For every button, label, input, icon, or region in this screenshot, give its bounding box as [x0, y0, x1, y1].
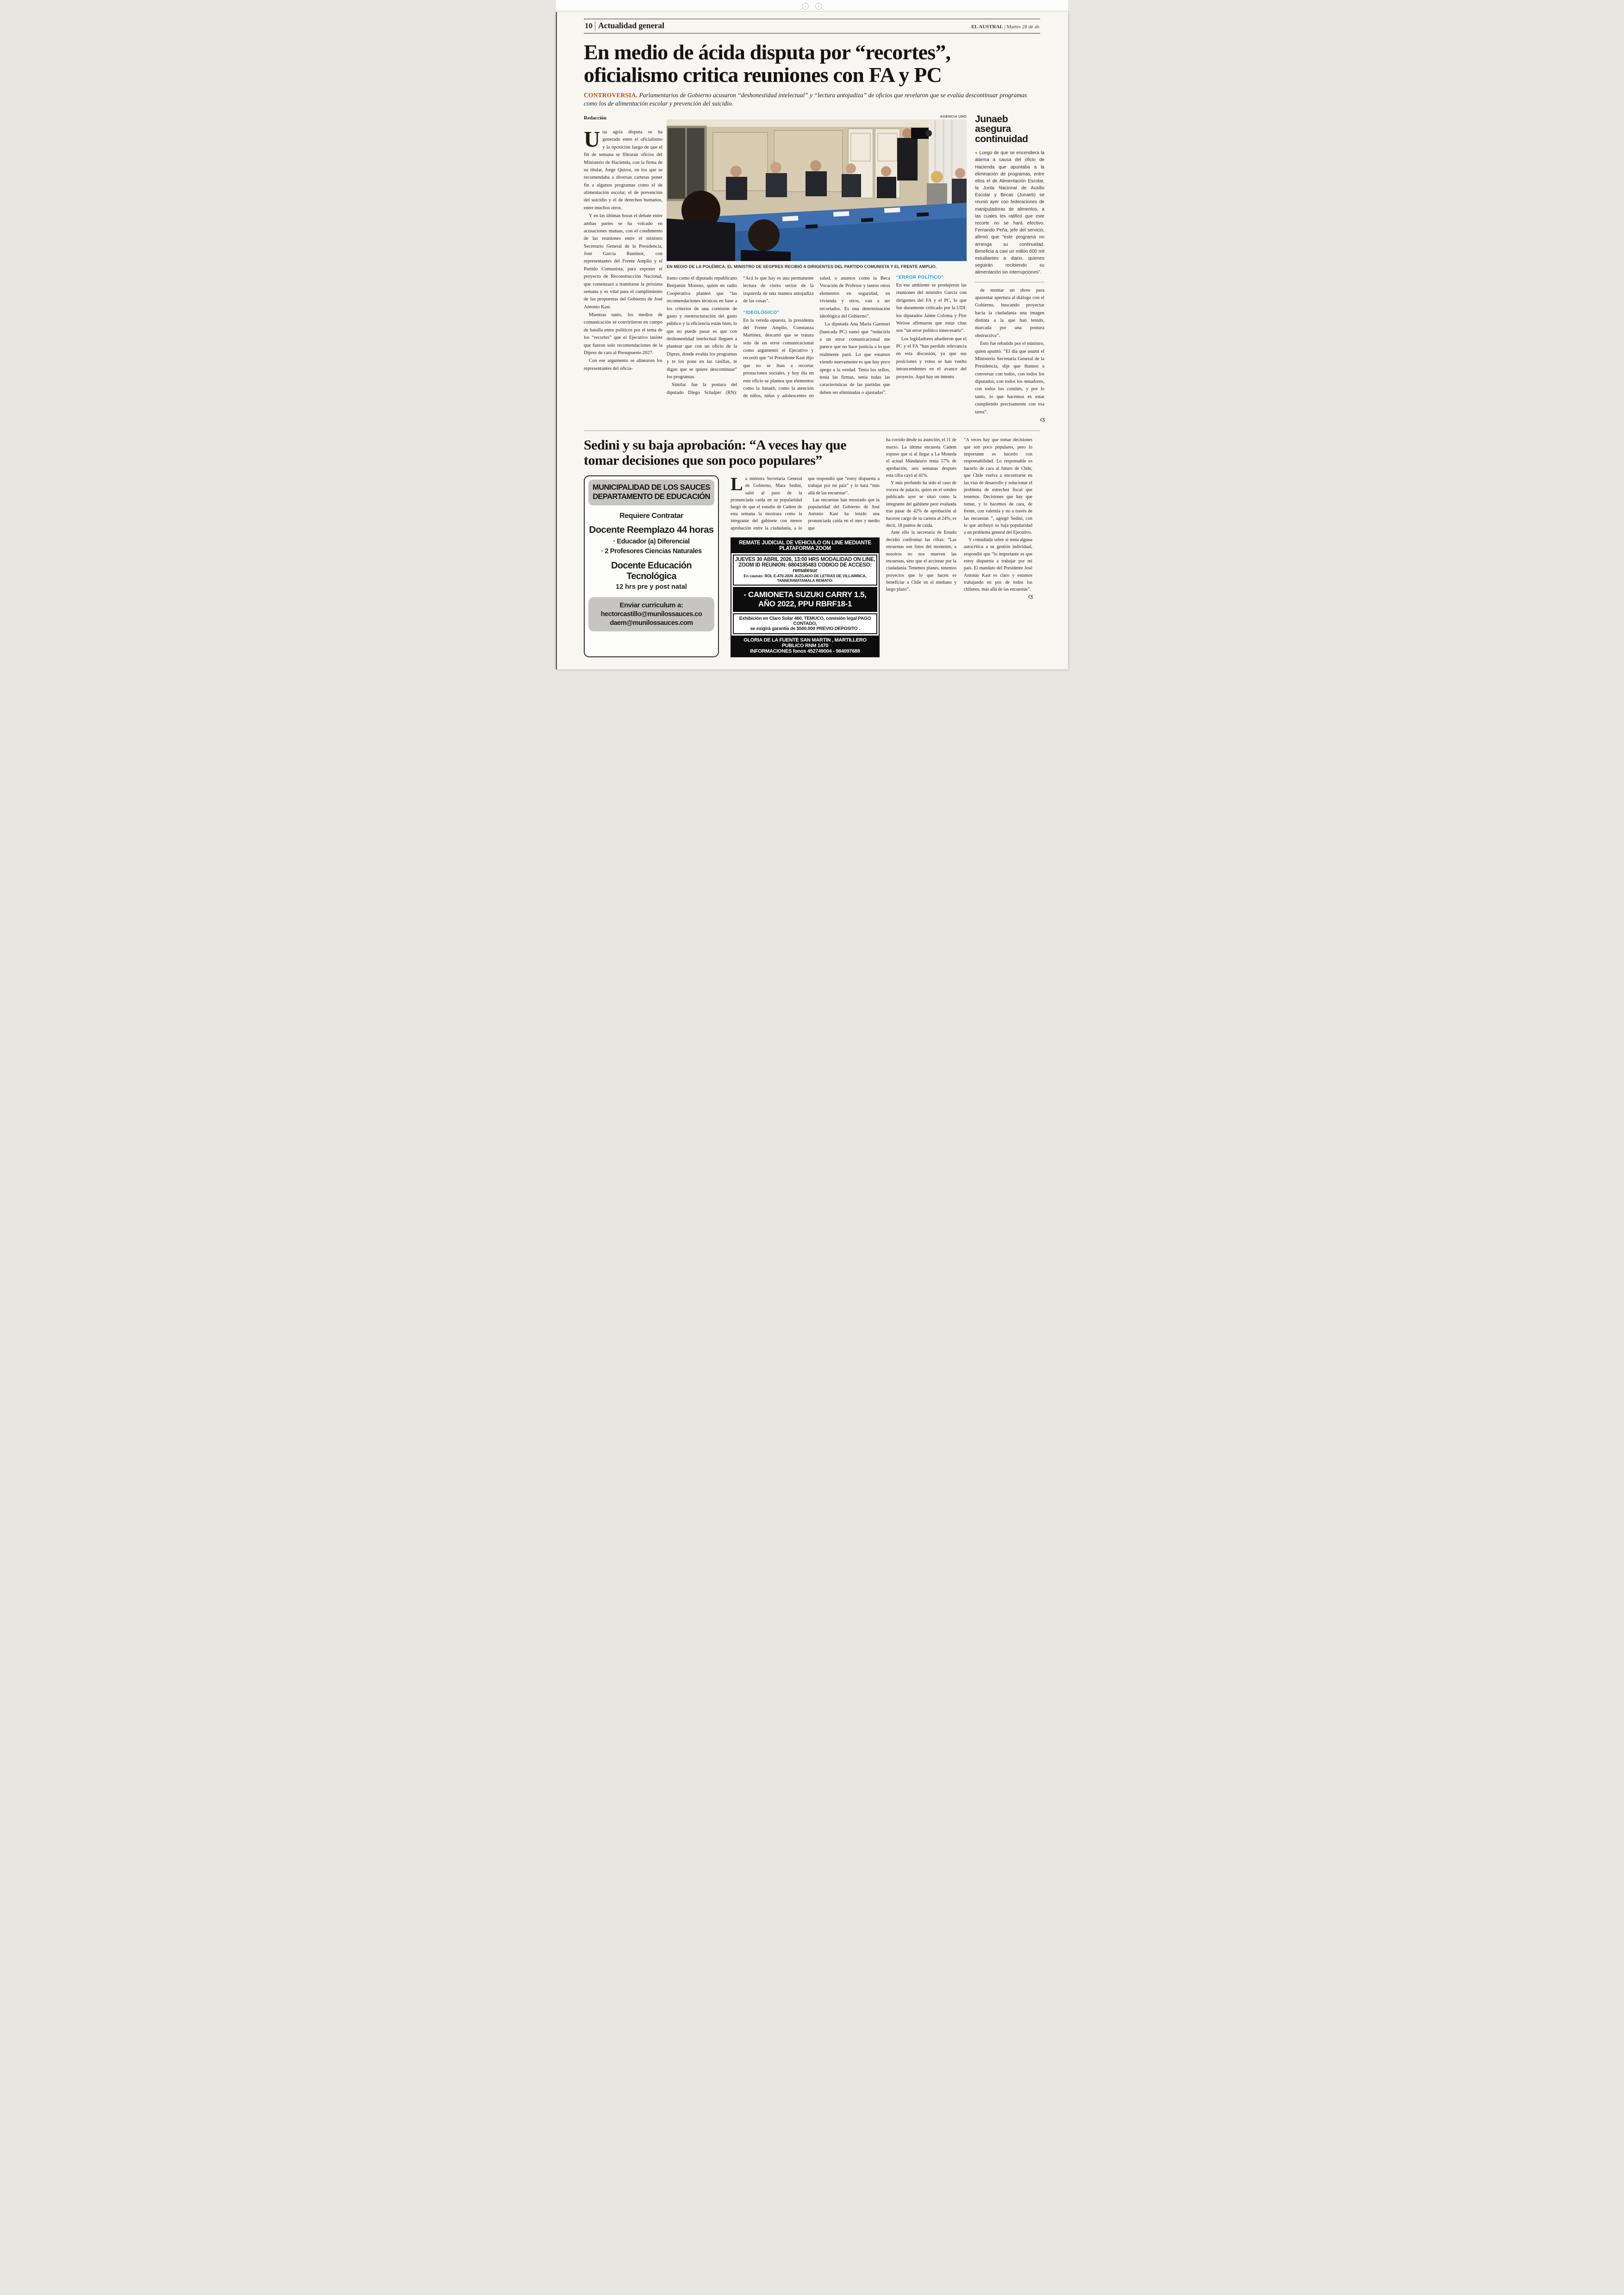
ad-bullet1: · Educador (a) Diferencial: [613, 537, 690, 545]
second-article-left: [584, 437, 880, 657]
lead-paragraph: Con ese argumento se alinearon los representantes del oficia-: [584, 358, 662, 371]
remate-ad: [731, 537, 880, 657]
remate-vehicle-line2: AÑO 2022, PPU RBRF18-1: [758, 599, 852, 608]
ad-email-1: hectorcastillo@munilossauces.co: [600, 610, 702, 618]
remate-exhibit-line1: Exhibición en Claro Solar 460, TEMUCO, comisión legal PAGO CONTADO,: [739, 616, 871, 626]
ad-job2-sub: 12 hrs pre y post natal: [616, 583, 687, 591]
page-header: [584, 19, 1040, 33]
remate-line1: JUEVES 30 ABRIL 2026, 13:00 HRS MODALIDAD ON LINE,: [735, 556, 875, 562]
lead-paragraph: En ese ambiente se produjeron las reuniones del ministro García con dirigentes del FA y el PC, lo que fue duramente criticado por la UDI: los diputados Jaime Coloma y Flor Weisse afirmaron que estas citas son “un error político innecesario”.: [896, 283, 967, 334]
viewer-toolbar: [556, 0, 1068, 12]
remate-exhibit-box: [733, 613, 877, 634]
second-article-row: [584, 475, 880, 657]
ad-send-label: Enviar curriculum a:: [619, 601, 683, 609]
article-divider-rule: [584, 430, 1040, 431]
second-body-two-columns: [731, 475, 880, 532]
municipal-ad: [584, 475, 719, 657]
sidebar-title: Junaeb asegura continuidad: [975, 113, 1028, 144]
second-paragraph: Y más profundo ha sido el caso de vocera de palacio, quien en el sondeo publicado ayer se situó como la integrante del gabinete peor evaluada tras pasar de 42% de aprobación al hacerse cargo de su cartera al 24%, es decir, 18 puntos de caída.: [886, 480, 956, 528]
remate-line2: ZOOM ID REUNION: 6804185483 CODIGO DE ACCESO: rematesur: [738, 562, 872, 574]
page-number: 10: [585, 21, 595, 31]
second-paragraph: ha corrido desde su asunción, el 11 de marzo. La última encuesta Cadem expuso que si al llegar a La Moneda el actual Mandatario tenía 57% de aprobación, seis semanas después esta cifra cayó al 41%.: [886, 437, 956, 479]
lead-paragraph: Una agria disputa se ha generado entre el oficialismo y la oposición luego de que el fin de semana se filtraran oficios del Ministerio de Hacienda, con la firma de su titular, Jorge Quiroz, en los que se recomendaba a diversas carteras poner fin a algunos programas como el de alimentación escolar, el de prevención del suicidio y el de derechos humanos, entre muchos otros.: [584, 126, 662, 211]
second-column-c: [886, 437, 956, 657]
kicker-label: CONTROVERSIA.: [584, 91, 638, 99]
edition-date: Martes 28 de ab: [1006, 24, 1039, 30]
end-of-article: [964, 593, 1032, 600]
lead-continuation-columns: [667, 275, 967, 400]
ad-job1: Docente Reemplazo 44 horas: [589, 524, 714, 535]
remate-vehicle-box: [733, 587, 877, 612]
lead-paragraph: lismo como el diputado republicano Benjamín Moreno, quien en radio Cooperativa planteó que “las recomendaciones técnicas en base a los criterios de una comisión de gasto y reestructuración del gasto público y la eficiencia están bien; lo que no puede pasar es que con deshonestidad intelectual lleguen a plantear que con un oficio de la Dipres, donde evalúa los programas y te los pone en las casillas, te digan que se quiere descontinuar” los programas.: [667, 276, 737, 380]
subhead-ideologico: “IDEOLÓGICO”: [743, 310, 780, 315]
masthead: EL AUSTRAL: [971, 24, 1003, 30]
remate-vehicle-line1: - CAMIONETA SUZUKI CARRY 1.5,: [743, 590, 867, 599]
lead-kicker: [584, 91, 1028, 108]
photo-caption: EN MEDIO DE LA POLÉMICA, EL MINISTRO DE SEGPRES RECIBIÓ A DIRIGENTES DEL PARTIDO COMUNISTA Y EL FRENTE AMPLIO.: [667, 264, 937, 269]
remate-footer: [731, 636, 879, 656]
end-of-article: [975, 417, 1044, 424]
lead-tail-column: [975, 287, 1044, 424]
lead-paragraph: de montar un show para aparentar apertura al diálogo con el Gobierno, buscando proyectar hacia la ciudadanía una imagen distinta a la que han tenido, marcada por una postura obstructiva”.: [975, 287, 1044, 338]
kicker-text: Parlamentarios de Gobierno acusaron “deshonestidad intelectual” y “lectura antojadiza” de oficios que revelaron que se evalúa descontinuar programas como los de alimentación escolar y prevención del suicidio.: [584, 91, 1027, 107]
sidebar-text: [975, 150, 1044, 276]
lead-photo-area: [667, 114, 967, 424]
second-headline: Sedini y su baja aprobación: “A veces hay que tomar decisiones que son poco populares”: [584, 437, 847, 468]
lead-paragraph: Esto fue rebatido por el ministro, quien apuntó: “El día que asumí el Ministerio Secretaría General de la Presidencia, dije que íbamos a conversar con todos, con todos los diputados, con todos los senadores, con todos los comités, y por lo tanto, lo que hacemos es estar cumpliendo precisamente con esa tarea”.: [975, 341, 1044, 415]
ad-requiere: Requiere Contratar: [619, 511, 683, 520]
ad-header-line2: DEPARTAMENTO DE EDUCACIÓN: [593, 493, 710, 501]
ad-header-line1: MUNICIPALIDAD DE LOS SAUCES: [593, 483, 710, 492]
ad-bullet2: · 2 Profesores Ciencias Naturales: [601, 547, 702, 555]
newspaper-page: [556, 12, 1068, 669]
remate-title: REMATE JUDICIAL DE VEHICULO ON LINE MEDIANTE PLATAFORMA ZOOM: [731, 538, 879, 553]
lead-paragraph: En la vereda opuesta, la presidenta del Frente Amplio, Constanza Martínez, descartó que se tratara solo de un error comunicacional como argumentó el Ejecutivo y recordó que “el Presidente Kast dijo que no se iban a recortar prestaciones sociales, y hoy día en este oficio se plantea que elementos como la Junaeb, como la atención de niños, niñas y adolescentes en salud, o asuntos como la Beca Vocación de Profesor y tantos otros elementos en seguridad, en vivienda y otros, van a ser recortados. Es una determinación ideológica del Gobierno”.: [743, 276, 890, 399]
ad-email-2: daem@munilossauces.com: [610, 619, 693, 627]
second-column-d: [964, 437, 1032, 657]
lead-paragraph: Similar fue la postura del diputado Diego Schalper (RN): “Acá lo que hay es una permanente lectura de cierto sector de la izquierda de una manera antojadiza de las cosas”.: [667, 276, 814, 395]
byline: Redacción: [584, 115, 606, 121]
lead-paragraph: La diputada Ana María Gazmuri (bancada PC) sumó que “reducirlo a un error comunicacional me parece que no hace justicia a lo que realmente pasó. Lo que estamos viendo nuevamente es que hay poco apego a la verdad. Tenía los sellos, tenía las firmas, tenía todas las características de las partidas que deben ser eliminadas o ajustadas”.: [819, 322, 890, 395]
second-article: [584, 437, 1040, 657]
end-mark-icon: CƷ: [1028, 594, 1032, 599]
end-mark-icon: CƷ: [1040, 417, 1044, 422]
second-article-cols-ab: [731, 475, 880, 657]
remate-footer-line2: INFORMACIONES fonos 452749004 - 984097688: [750, 648, 860, 654]
page-header-right: [971, 24, 1039, 30]
municipal-ad-header: [588, 480, 714, 505]
second-paragraph: Las encuestas han mostrado que la popularidad del Gobierno de José Antonio Kast ha tenido una pronunciada caída en el mes y medio que: [808, 497, 880, 531]
sidebar-body: Luego de que se encendiera la alarma a causa del oficio de Hacienda que apuntaba a la eliminación de programas, entre ellos el de Alimentación Escolar, la Junta Nacional de Auxilio Escolar y Becas (Junaeb) se reunió ayer con federaciones de manipuladoras de alimentos, a las cuales les ratificó que este recorte no se hará efectivo. Fernando Peña, jefe del servicio, afirmó que “este programa no arriesga su continuidad. Beneficia a casi un millón 600 mil estudiantes a diario, quienes seguirán recibiendo su alimentación sin interrupciones”.: [975, 150, 1045, 275]
ad-job2: Docente Educación Tecnológica: [611, 560, 692, 581]
lead-article-top: [584, 113, 1045, 424]
lead-headline: En medio de ácida disputa por “recortes”, oficialismo critica reuniones con FA y PC: [584, 40, 951, 87]
second-article-right: [886, 437, 1040, 657]
junaeb-sidebar-column: [975, 114, 1044, 424]
lead-photo: [667, 119, 967, 261]
page-header-left: [585, 21, 664, 31]
next-page-icon[interactable]: ›: [815, 3, 822, 10]
subhead-error-politico: “ERROR POLÍTICO”: [896, 275, 944, 281]
prev-page-icon[interactable]: ‹: [802, 3, 809, 10]
header-divider: |: [1004, 24, 1006, 30]
second-paragraph: Ante ello la secretaria de Estado decidió confrontar las cifras: “Las encuestas son fotos del momento, a nosotros no nos mueven las encuestas, sino que el accionar por la ciudadanía. Tenemos planes, tenemos proyectos que lo que hacen es beneficiar a Chile en el mediano y largo plazo”.: [886, 530, 956, 592]
lead-paragraph: Mientras tanto, los medios de comunicación se convirtieron en campo de batalla entre políticos por el tema de los “recortes” que el Ejecutivo insiste que fueron solo recomendaciones de la Dipres de cara al Presupuesto 2027.: [584, 312, 662, 355]
photo-credit: AGENCIA UNO: [940, 114, 967, 118]
remate-exhibit-line2: se exigirá garantía de $500.000 PREVIO DEPOSITO .: [750, 626, 860, 631]
section-title: Actualidad general: [598, 21, 664, 30]
lead-intro-column: [584, 114, 662, 424]
remate-footer-line1: GLORIA DE LA FUENTE SAN MARTIN , MARTILLERO PUBLICO RNM 1470: [743, 637, 867, 649]
meeting-photo-illustration: [667, 119, 967, 261]
second-paragraph: Y consultada sobre si tenía alguna autocrítica a su gestión individual, respondió que “lo importante es que estoy dispuesta a trabajar por mi país. El mandato del Presidente José Antonio Kast es claro y estamos trabajando en pos de todos los chilenos, más allá de las encuestas”.: [964, 537, 1032, 592]
lead-paragraph: Los legisladores añadieron que el PC y el FA “han perdido relevancia en esta discusión, ya que sus posiciones y votos se han vuelto intrascendentes en el avance del proyecto. Aquí hay un intento: [896, 336, 967, 380]
bullet-icon: ●: [975, 150, 978, 156]
second-paragraph: “A veces hay que tomar decisiones que son poco populares, pero lo importante es hacerlo con responsabilidad. Lo responsable es hacerlo de cara al futuro de Chile, que Chile vuelva a encontrarse en las vías de desarrollo y solucionar el problema de estrechez fiscal que tenemos. Decisiones que hay que tomar, y lo hacemos de cara, de frente, con valentía y no a través de las encuestas ”, agregó Sedini, con lo que atribuyó su baja popularidad a un problema general del Ejecutivo.: [964, 437, 1032, 536]
remate-info-box: [733, 555, 877, 586]
header-bottom-rule: [584, 33, 1040, 34]
remate-line3: En causas: ROL E-470-2026 JUZGADO DE LETRAS DE VILLARRICA, TANNER/MATAMALA REMATO:: [743, 573, 867, 583]
lead-paragraph: Y en las últimas horas el debate entre ambas partes se ha volcado en acusaciones mutuas, con el condimento de las reuniones entre el ministro Secretario General de la Presidencia, José García Ruminot, con representantes del Frente Amplio y el Partido Comunista, para exponer el proyecto de Reconstrucción Nacional, que comenzará a tramitarse la próxima semana y es vital para el cumplimiento de las propuestas del Gobierno de José Antonio Kast.: [584, 213, 662, 310]
ad-send-box: [588, 597, 714, 631]
second-paragraph: La ministra Secretaria General de Gobierno, Mara Sedini, salió al paso de la pronunciada caída en su popularidad luego de que el estudio de Cadem de esta semana la mostrara como la integrante del gabinete con menor aprobación entre la ciudadanía, a lo que respondió que “estoy dispuesta a trabajar por mi país” y lo hará “más allá de las encuestas”.: [731, 474, 880, 531]
